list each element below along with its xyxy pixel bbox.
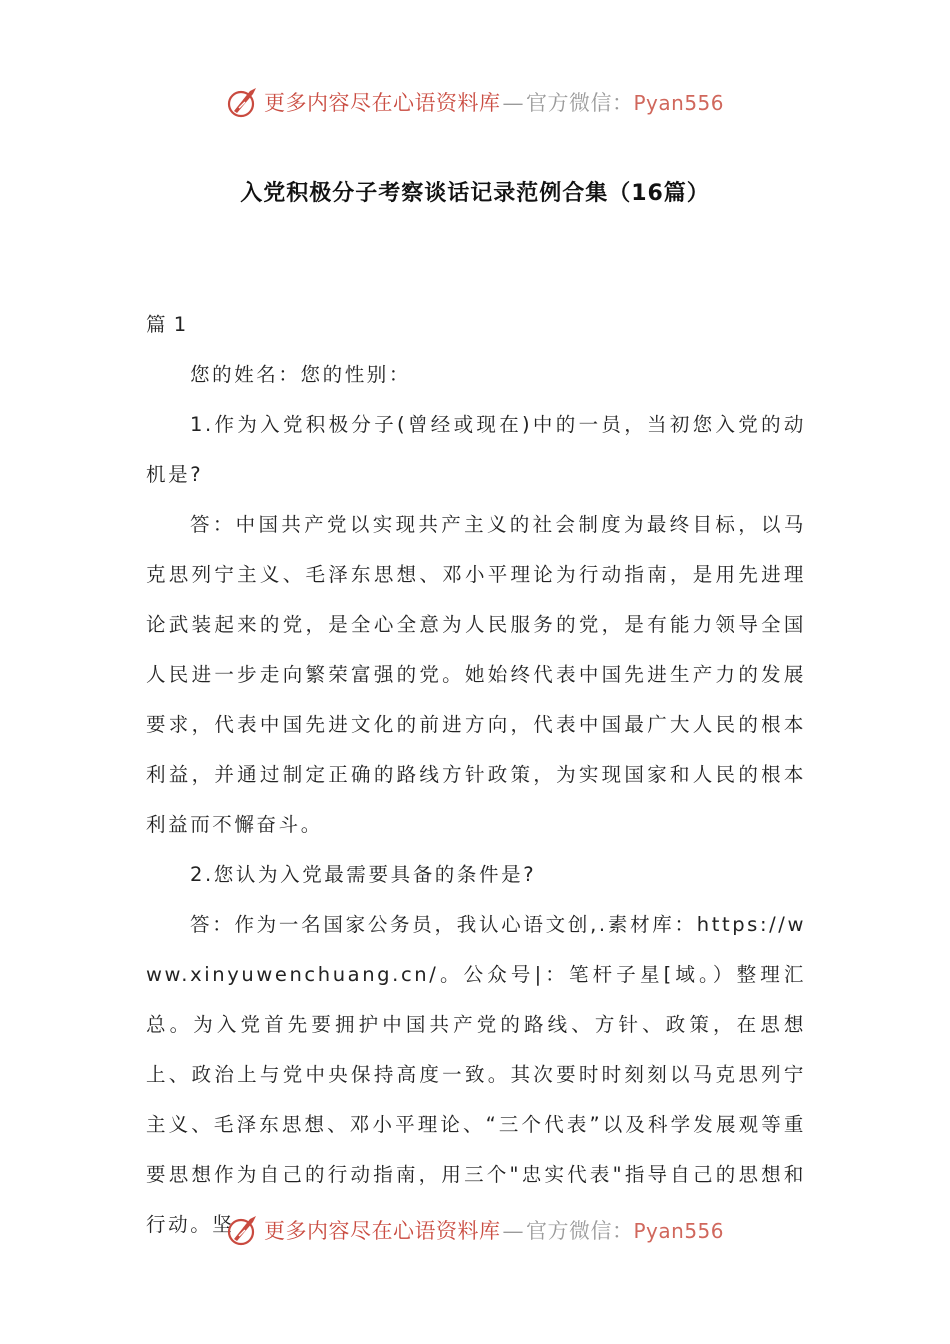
- document-title: 入党积极分子考察谈话记录范例合集（16篇）: [240, 181, 710, 206]
- document-body: [146, 300, 806, 1250]
- paragraph-name-gender: 您的姓名：您的性别：: [190, 363, 412, 386]
- header-banner: [0, 82, 950, 122]
- banner-text: [264, 87, 724, 117]
- banner-text: [264, 1215, 724, 1245]
- banner-separator: —: [502, 91, 524, 115]
- banner-wechat-id: Pyan556: [633, 91, 724, 115]
- paragraph-question-2: 2.您认为入党最需要具备的条件是?: [190, 863, 537, 886]
- quill-logo-icon: [226, 85, 260, 119]
- banner-separator: —: [502, 1219, 524, 1243]
- banner-library-text: 更多内容尽在心语资料库: [263, 1219, 501, 1243]
- paragraph-answer-1: 答：中国共产党以实现共产主义的社会制度为最终目标，以马克思列宁主义、毛泽东思想、邓小平理论为行动指南，是用先进理论武装起来的党，是全心全意为人民服务的党，是有能力领导全国人民进一步走向繁荣富强的党。她始终代表中国先进生产力的发展要求，代表中国先进文化的前进方向，代表中国最广大人民的根本利益，并通过制定正确的路线方针政策，为实现国家和人民的根本利益而不懈奋斗。: [146, 513, 806, 836]
- section-label: 篇 1: [146, 313, 188, 336]
- quill-logo-icon: [226, 1213, 260, 1247]
- footer-banner: [0, 1210, 950, 1250]
- banner-wechat-id: Pyan556: [633, 1219, 724, 1243]
- paragraph-answer-2: 答：作为一名国家公务员，我认心语文创,.素材库：https://www.xinyuwenchuang.cn/。公众号|：笔杆子星[域。）整理汇总。为入党首先要拥护中国共产党的路线、方针、政策，在思想上、政治上与党中央保持高度一致。其次要时时刻刻以马克思列宁主义、毛泽东思想、邓小平理论、“三个代表”以及科学发展观等重要思想作为自己的行动指南，用三个"忠实代表"指导自己的思想和行动。坚: [146, 913, 806, 1236]
- banner-wechat-label: 官方微信：: [525, 91, 634, 115]
- banner-wechat-label: 官方微信：: [525, 1219, 634, 1243]
- paragraph-question-1: 1.作为入党积极分子(曾经或现在)中的一员，当初您入党的动机是?: [146, 413, 806, 486]
- banner-library-text: 更多内容尽在心语资料库: [263, 91, 501, 115]
